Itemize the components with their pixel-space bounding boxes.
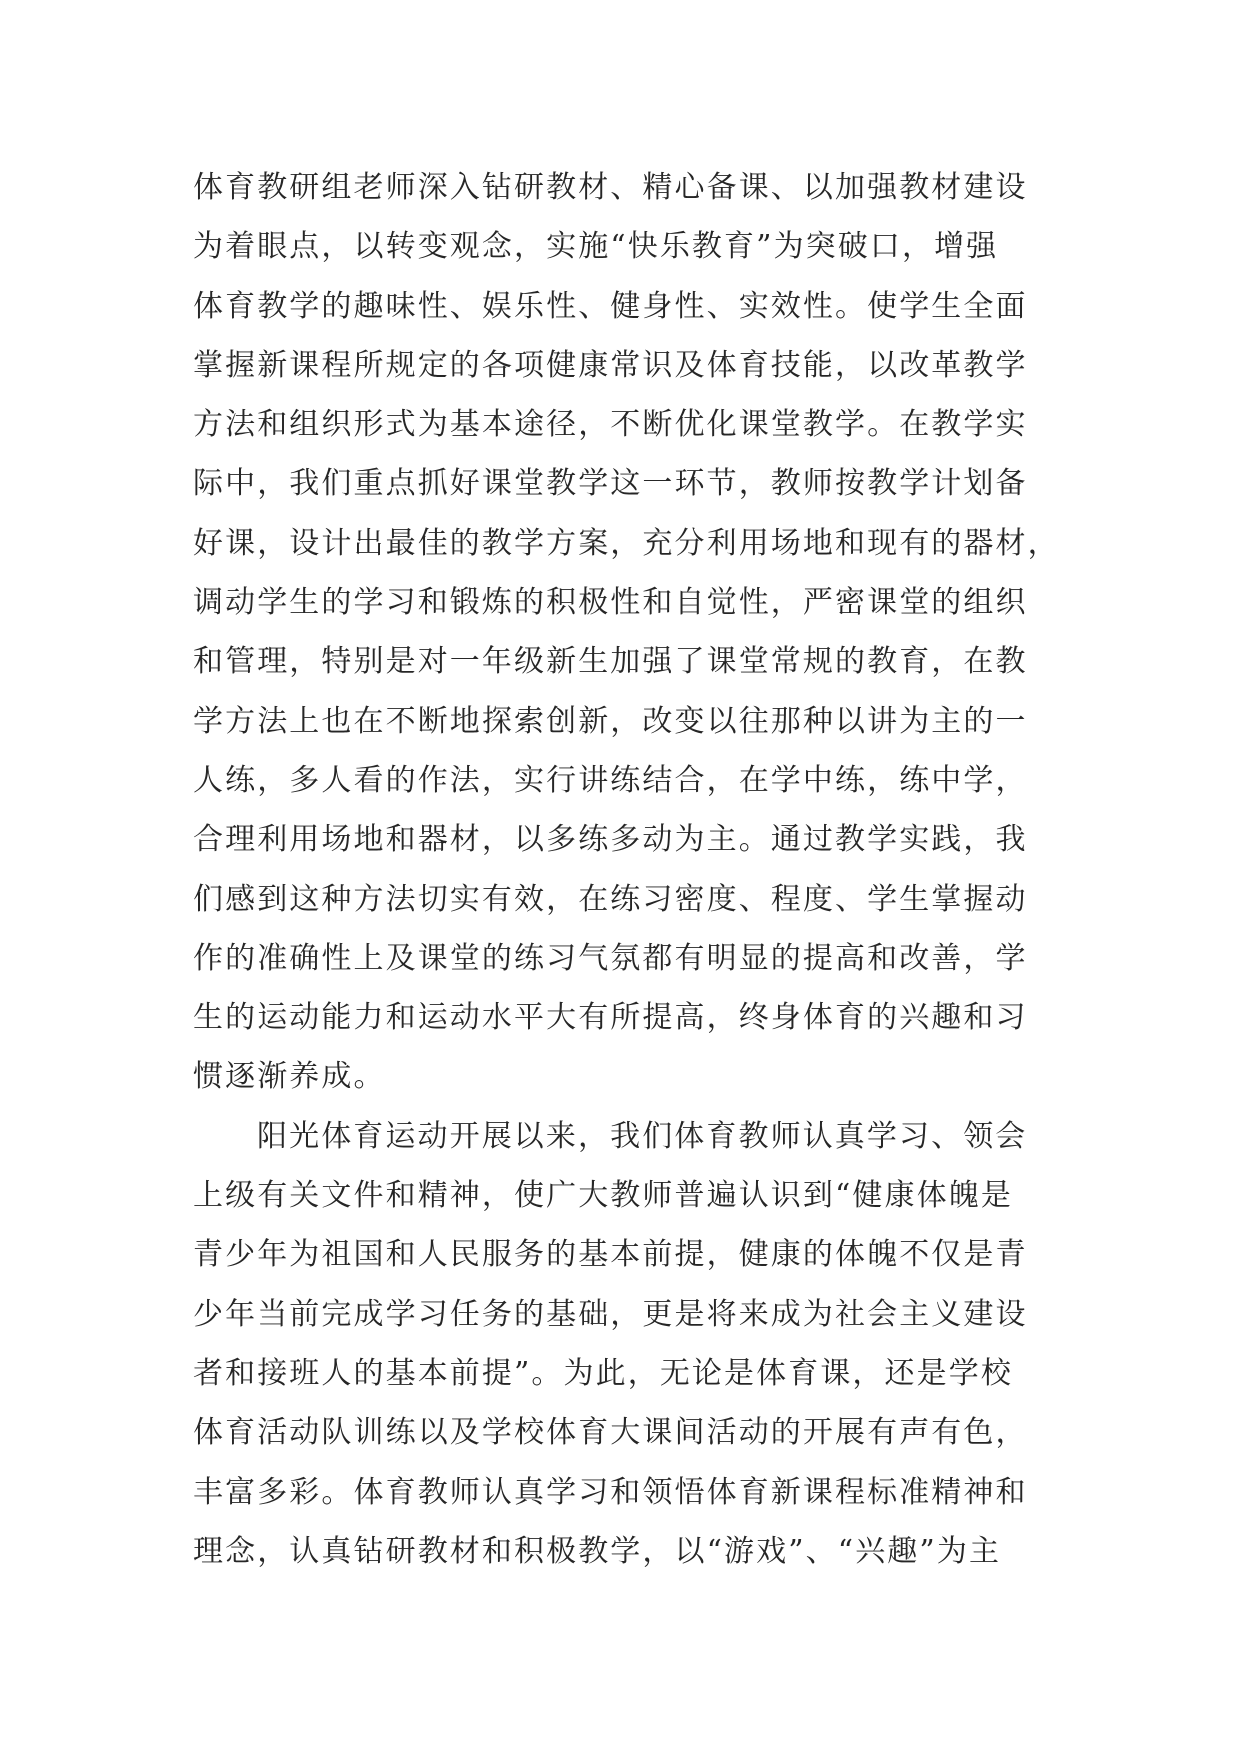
text-line: 好课，设计出最佳的教学方案，充分利用场地和现有的器材， — [193, 525, 1060, 561]
text-line: 作的准确性上及课堂的练习气氛都有明显的提高和改善，学 — [193, 940, 1028, 976]
text-line: 调动学生的学习和锻炼的积极性和自觉性，严密课堂的组织 — [193, 585, 1028, 621]
text-line: 体育活动队训练以及学校体育大课间活动的开展有声有色， — [193, 1415, 1028, 1451]
text-line: 理念，认真钻研教材和积极教学，以“游戏”、“兴趣”为主 — [193, 1533, 1002, 1569]
text-line: 学方法上也在不断地探索创新，改变以往那种以讲为主的一 — [193, 703, 1028, 739]
text-line: 体育教学的趣味性、娱乐性、健身性、实效性。使学生全面 — [193, 288, 1028, 324]
text-line: 丰富多彩。体育教师认真学习和领悟体育新课程标准精神和 — [193, 1474, 1028, 1510]
text-line: 方法和组织形式为基本途径，不断优化课堂教学。在教学实 — [193, 407, 1028, 443]
text-line: 惯逐渐养成。 — [193, 1059, 386, 1095]
text-line: 生的运动能力和运动水平大有所提高，终身体育的兴趣和习 — [193, 1000, 1028, 1036]
body-text — [193, 158, 1060, 1581]
text-line: 人练，多人看的作法，实行讲练结合，在学中练，练中学， — [193, 762, 1028, 798]
text-line: 和管理，特别是对一年级新生加强了课堂常规的教育，在教 — [193, 644, 1028, 680]
text-line: 青少年为祖国和人民服务的基本前提，健康的体魄不仅是青 — [193, 1237, 1028, 1273]
text-line: 上级有关文件和精神，使广大教师普遍认识到“健康体魄是 — [193, 1178, 1013, 1214]
paragraph-2 — [193, 1107, 1053, 1581]
text-line: 际中，我们重点抓好课堂教学这一环节，教师按教学计划备 — [193, 466, 1028, 502]
paragraph-1 — [193, 158, 1060, 1107]
text-line: 者和接班人的基本前提”。为此，无论是体育课，还是学校 — [193, 1355, 1013, 1391]
text-line: 合理利用场地和器材，以多练多动为主。通过教学实践，我 — [193, 822, 1028, 858]
text-line: 体育教研组老师深入钻研教材、精心备课、以加强教材建设 — [193, 170, 1028, 205]
text-line: 阳光体育运动开展以来，我们体育教师认真学习、领会 — [257, 1118, 1028, 1154]
text-line: 少年当前完成学习任务的基础，更是将来成为社会主义建设 — [193, 1296, 1028, 1332]
text-line: 为着眼点，以转变观念，实施“快乐教育”为突破口，增强 — [193, 229, 999, 265]
text-line: 掌握新课程所规定的各项健康常识及体育技能，以改革教学 — [193, 347, 1028, 383]
text-line: 们感到这种方法切实有效，在练习密度、程度、学生掌握动 — [193, 881, 1028, 917]
